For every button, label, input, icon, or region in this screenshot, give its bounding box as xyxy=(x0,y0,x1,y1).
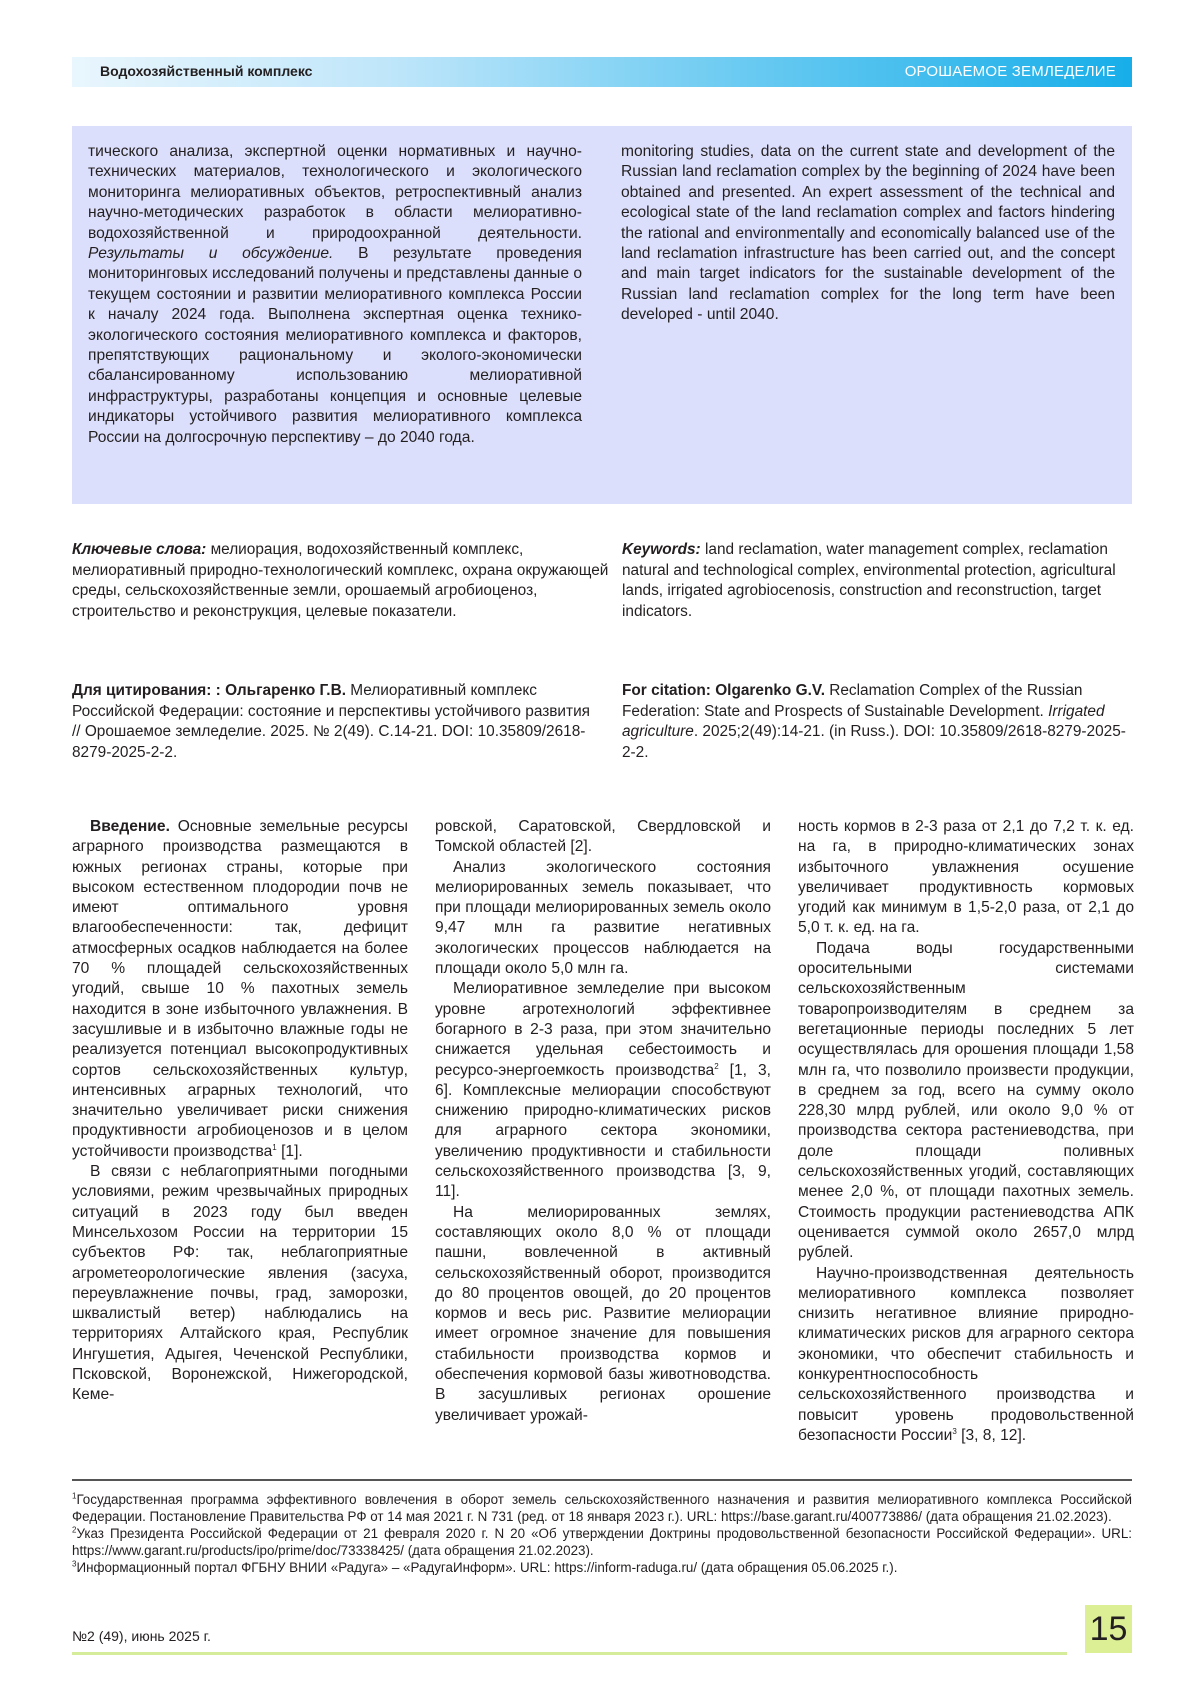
citation-en-author: Olgarenko G.V. xyxy=(715,682,825,699)
paragraph: Мелиоративное земледелие при высоком уровне агротехнологий эффективнее богарного в 2-3 раза, при этом значительно снижается удельная себестоимость и ресурсо-энергоемкость производства$^2$ [1, 3, 6]. Комплексные мелиорации способствуют снижению природно-климатических рисков для аграрного сектора экономики, увеличению продуктивности и стабильности сельскохозяйственного производства [3, 9, 11]. xyxy=(435,980,771,1201)
citation-ru: Для цитирования: : Ольгаренко Г.В. Мелиоративный комплекс Российской Федерации: состояние и перспективы устойчивого развития // Орошаемое земледелие. 2025. № 2(49). С.14-21. DOI: 10.35809/2618-8279-2025-2-2. xyxy=(72,682,591,761)
paragraph: Научно-производственная деятельность мелиоративного комплекса позволяет снизить негативное влияние природно-климатических рисков для аграрного сектора экономики, что обеспечит стабильность и конкурентноспособность сельскохозяйственного производства и повысит уровень продовольственной безопасности России$^3$ [3, 8, 12]. xyxy=(798,1264,1134,1444)
keywords-ru-label: Ключевые слова: xyxy=(72,541,207,558)
results-label: Результаты и обсуждение. xyxy=(88,245,334,263)
citation-en: For citation: Olgarenko G.V. Reclamation Complex of the Russian Federation: State and Prospects of Sustainable Development. Irrigated agriculture. 2025;2(49):14-21. (in Russ.). DOI: 10.35809/2618-8279-2025-2-2. xyxy=(622,682,1126,761)
citation-en-journal: Irrigated agriculture xyxy=(622,702,1105,740)
abstract-en: monitoring studies, data on the current state and development of the Russian land reclamation complex by the beginning of 2024 have been obtained and presented. An expert assessment of the technical and ecological state of the land reclamation complex and factors hindering the rational and environmentally and economically balanced use of the land reclamation infrastructure has been carried out, and the concept and main target indicators for the sustainable development of the Russian land reclamation complex for the long term have been developed - until 2040. xyxy=(621,143,1115,324)
paragraph-continued: ровской, Саратовской, Свердловской и Томской областей [2]. xyxy=(435,818,771,856)
running-header xyxy=(72,57,1132,87)
keywords-en: Keywords: land reclamation, water management complex, reclamation natural and technological complex, environmental protection, agricultural lands, irrigated agrobiocenosis, construction and reconstruction, target indicators. xyxy=(622,541,1116,620)
footnote-2: $^2$Указ Президента Российской Федерации от 21 февраля 2020 г. N 20 «Об утверждении Доктрины продовольственной безопасности Российской Федерации». URL: https://www.garant.ru/products/ipo/prime/doc/73338425/ (дата обращения 21.02.2023). xyxy=(72,1525,1132,1558)
footnote-ref-2[interactable]: 2 xyxy=(714,1061,719,1071)
footer-divider xyxy=(72,1652,1067,1655)
paragraph-intro: Введение. Основные земельные ресурсы аграрного производства размещаются в южных регионах страны, которые при высоком естественном плодородии почв не имеют оптимального уровня влагообеспеченности: так, дефицит атмосферных осадков наблюдается на более 70 % площадей сельскохозяйственных угодий, свыше 10 % пахотных земель находится в зоне избыточного увлажнения. В засушливые и в избыточно влажные годы не реализуется потенциал высокопродуктивных сортов сельскохозяйственных культур, интенсивных аграрных технологий, что значительно увеличивает риски снижения продуктивности агробиоценозов и в целом устойчивости производства$^1$ [1]. xyxy=(72,818,408,1160)
paragraph: В связи с неблагоприятными погодными условиями, режим чрезвычайных природных ситуаций в 2023 году был введен Минсельхозом России на территории 15 субъектов РФ: так, неблагоприятные агрометеорологические явления (засуха, переувлажнение почвы, град, заморозки, шквалистый ветер) наблюдались на территориях Алтайского края, Республик Ингушетия, Адыгея, Чеченской Республики, Псковской, Воронежской, Нижегородской, Кеме- xyxy=(72,1163,408,1404)
footnote-3: $^3$Информационный портал ФГБНУ ВНИИ «Радуга» – «РадугаИнформ». URL: https://inform-raduga.ru/ (дата обращения 05.06.2025 г.). xyxy=(72,1559,898,1575)
footnotes xyxy=(72,1491,1132,1576)
footnote-1: $^1$Государственная программа эффективного вовлечения в оборот земель сельскохозяйственного назначения и развития мелиоративного комплекса Российской Федерации. Постановление Правительства РФ от 14 мая 2021 г. N 731 (ред. от 18 января 2023 г.). URL: https://base.garant.ru/400773886/ (дата обращения 21.02.2023). xyxy=(72,1491,1132,1524)
paragraph: Анализ экологического состояния мелиорированных земель показывает, что при площади мелиорированных земель около 9,47 млн га развитие негативных экологических процессов наблюдается на площади около 5,0 млн га. xyxy=(435,858,771,978)
section-title: Водохозяйственный комплекс xyxy=(100,63,313,79)
abstract-ru: тического анализа, экспертной оценки нормативных и научно-технических материалов, технологического и экологического мониторинга мелиоративных объектов, ретроспективный анализ научно-методических разработок в области мелиоративно-водохозяйственной и природоохранной деятельности. Результаты и обсуждение. В результате проведения мониторинговых исследований получены и представлены данные о текущем состоянии и развитии мелиоративного комплекса России к началу 2024 года. Выполнена экспертная оценка технико-экологического состояния мелиоративного комплекса и факторов, препятствующих рациональному и эколого-экономически сбалансированному использованию мелиоративной инфраструктуры, разработаны концепция и основные целевые индикаторы устойчивого развития мелиоративного комплекса России на долгосрочную перспективу – до 2040 года. xyxy=(88,143,583,446)
journal-title: ОРОШАЕМОЕ ЗЕМЛЕДЕЛИЕ xyxy=(904,63,1116,80)
keywords-en-label: Keywords: xyxy=(622,541,701,558)
footnote-ref-3[interactable]: 3 xyxy=(952,1426,957,1436)
footnote-divider xyxy=(72,1479,1132,1481)
citation-ru-author: Ольгаренко Г.В. xyxy=(225,682,346,699)
paragraph: На мелиорированных землях, составляющих около 8,0 % от площади пашни, вовлеченной в активный сельскохозяйственный оборот, производится до 80 процентов овощей, до 20 процентов кормов и весь рис. Развитие мелиорации имеет огромное значение для повышения стабильности производства кормов и обеспечения кормовой базы животноводства. В засушливых регионах орошение увеличивает урожай- xyxy=(435,1203,771,1424)
page-number: 15 xyxy=(1085,1605,1132,1653)
paragraph: Подача воды государственными оросительными системами сельскохозяйственным товаропроизводителям в среднем за вегетационные периоды последних 5 лет осуществлялась для орошения площади 1,58 млн га, что позволило произвести продукции, в среднем за год, всего на сумму около 228,30 млрд рублей, или около 9,0 % от производства сектора растениеводства, при доле площади поливных сельскохозяйственных угодий, составляющих менее 2,0 %, от площади пахотных земель. Стоимость продукции растениеводства АПК оценивается суммой около 2657,0 млрд рублей. xyxy=(798,939,1134,1262)
paragraph-continued: ность кормов в 2-3 раза от 2,1 до 7,2 т. к. ед. на га, в природно-климатических зонах избыточного увлажнения осушение увеличивает продуктивность кормовых угодий как минимум в 1,5-2,0 раза, от 2,1 до 5,0 т. к. ед. на га. xyxy=(798,818,1134,937)
footnote-ref-1[interactable]: 1 xyxy=(272,1142,277,1152)
body-column-2 xyxy=(435,817,771,1426)
abstract-box xyxy=(72,126,1132,504)
body-column-3 xyxy=(798,817,1134,1446)
body-column-1 xyxy=(72,817,408,1406)
intro-heading: Введение. xyxy=(90,818,170,835)
issue-info: №2 (49), июнь 2025 г. xyxy=(72,1628,211,1644)
keywords-ru: Ключевые слова: мелиорация, водохозяйственный комплекс, мелиоративный природно-технологический комплекс, охрана окружающей среды, сельскохозяйственные земли, орошаемый агробиоценоз, строительство и реконструкция, целевые показатели. xyxy=(72,541,609,620)
